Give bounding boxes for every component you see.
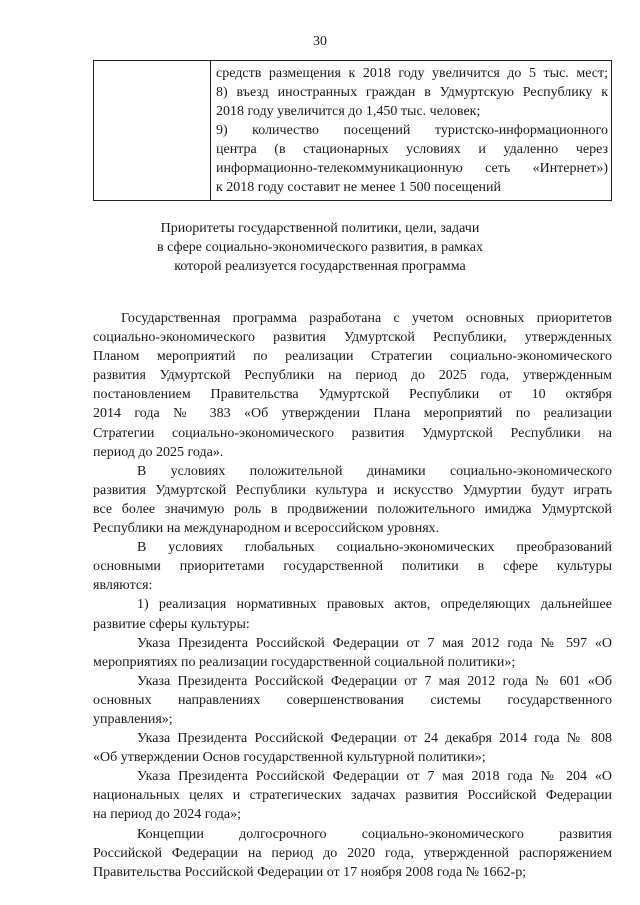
body-line: В условиях положительной динамики социально-экономического	[137, 463, 612, 479]
body-line: развития Удмуртской Республики культура и искусство Удмуртии будут играть	[93, 482, 612, 498]
page-number: 30	[313, 34, 327, 49]
continuation-table	[93, 60, 612, 201]
body-line: основными приоритетами государственной политики в сфере культуры	[93, 559, 612, 575]
section-title-line: которой реализуется государственная программа	[174, 259, 466, 274]
body-line: являются:	[93, 578, 153, 594]
body-line: 1) реализация нормативных правовых актов, определяющих дальнейшее	[137, 597, 612, 613]
table-cell-line: средств размещения к 2018 году увеличится до 5 тыс. мест;	[216, 66, 608, 81]
body-line: 2014 года № 383 «Об утверждении Плана мероприятий по реализации	[93, 406, 612, 422]
body-line: Российской Федерации на период до 2020 года, утвержденной распоряжением	[93, 845, 612, 861]
body-line: Указа Президента Российской Федерации от 7 мая 2018 года № 204 «О	[137, 769, 612, 785]
body-line: Указа Президента Российской Федерации от 24 декабря 2014 года № 808	[137, 731, 612, 747]
table-cell-line: информационно-телекоммуникационную сеть «Интернет»)	[216, 161, 608, 176]
body-line: Концепции долгосрочного социально-экономического развития	[137, 826, 612, 842]
table-cell-indicators	[211, 61, 612, 201]
body-text	[93, 309, 612, 882]
body-line: Указа Президента Российской Федерации от 7 мая 2012 года № 601 «Об	[137, 673, 612, 689]
body-line: Планом мероприятий по реализации Стратегии социально-экономического	[93, 349, 612, 365]
body-line: Указа Президента Российской Федерации от 7 мая 2012 года № 597 «О	[137, 635, 612, 651]
body-line: социально-экономического развития Удмуртской Республики, утвержденных	[93, 330, 612, 346]
body-line: Государственная программа разработана с учетом основных приоритетов	[121, 311, 612, 326]
body-line: на период до 2024 года»;	[93, 807, 241, 823]
table-cell-line: 2018 году увеличится до 1,450 тыс. человек;	[216, 104, 481, 119]
body-line: В условиях глобальных социально-экономических преобразований	[137, 540, 612, 556]
body-line: Республики на международном и всероссийском уровнях.	[93, 521, 440, 537]
table-cell-line: 8) въезд иностранных граждан в Удмуртскую Республику к	[216, 85, 608, 100]
body-line: «Об утверждении Основ государственной культурной политики»;	[93, 750, 486, 766]
section-title-line: Приоритеты государственной политики, цели, задачи	[160, 221, 480, 236]
body-line: национальных целях и стратегических задачах развития Российской Федерации	[93, 788, 612, 804]
table-cell-empty	[94, 61, 211, 201]
body-line: Правительства Российской Федерации от 17 ноября 2008 года № 1662-р;	[93, 864, 527, 880]
section-title-line: в сфере социально-экономического развития, в рамках	[157, 240, 483, 255]
table-cell-line: центра (в стационарных условиях и удаленно через	[216, 142, 608, 157]
body-line: развитие сферы культуры:	[93, 616, 250, 632]
section-title	[0, 219, 640, 276]
body-line: управления»;	[93, 711, 173, 727]
body-line: развития Удмуртской Республики на период до 2025 года, утвержденным	[93, 368, 612, 384]
body-line: Стратегии социально-экономического развития Удмуртской Республики на	[93, 425, 612, 441]
body-line: все более значимую роль в продвижении положительного имиджа Удмуртской	[93, 501, 612, 517]
table-cell-line: к 2018 году составит не менее 1 500 посещений	[216, 180, 502, 195]
table-row	[94, 61, 612, 201]
body-line: мероприятиях по реализации государственной социальной политики»;	[93, 654, 516, 670]
body-line: основных направлениях совершенствования системы государственного	[93, 692, 612, 708]
body-line: период до 2025 года».	[93, 444, 224, 460]
body-line: постановлением Правительства Удмуртской Республики от 10 октября	[93, 387, 612, 403]
table-cell-line: 9) количество посещений туристско-информационного	[216, 123, 608, 138]
